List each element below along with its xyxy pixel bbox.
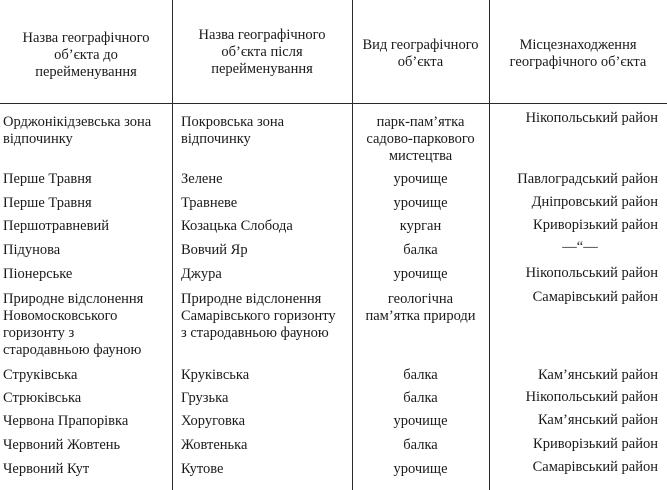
header-col-old-name-line-2: об’єкта до (54, 47, 118, 63)
row-11-object-type: урочище (393, 461, 448, 477)
header-col-location-line-2: географічного об’єкта (509, 54, 647, 70)
row-3-new-name: Козацька Слобода (181, 218, 293, 234)
row-0-object-type-line-1: парк-пам’ятка (376, 114, 465, 130)
row-1-location: Павлоградський район (517, 171, 658, 187)
column-divider-3 (489, 0, 490, 490)
row-6-object-type-line-2: пам’ятка природи (365, 308, 476, 324)
header-col-new-name-line-2: об’єкта після (221, 44, 303, 60)
row-2-location: Дніпровський район (531, 194, 658, 210)
row-3-old-name: Першотравневий (3, 218, 109, 234)
row-8-old-name: Стрюківська (3, 390, 82, 406)
header-col-location-line-1: Місцезнаходження (519, 37, 637, 53)
row-4-object-type: балка (403, 242, 438, 258)
row-6-new-name-line-2: Самарівського горизонту (181, 308, 336, 324)
row-8-object-type: балка (403, 390, 438, 406)
row-2-object-type: урочище (393, 195, 448, 211)
header-col-old-name-line-1: Назва географічного (22, 30, 150, 46)
row-11-location: Самарівський район (532, 459, 658, 475)
row-3-object-type: курган (399, 218, 442, 234)
row-4-old-name: Підунова (3, 242, 61, 258)
header-divider (0, 103, 667, 104)
header-col-object-type-line-2: об’єкта (397, 54, 444, 70)
header-col-old-name (0, 30, 172, 81)
row-0-old-name (3, 114, 151, 148)
row-5-object-type: урочище (393, 266, 448, 282)
row-4-location-ditto-mark: —“— (562, 239, 598, 255)
row-6-location: Самарівський район (532, 289, 658, 305)
row-6-object-type (352, 291, 489, 325)
row-10-old-name: Червоний Жовтень (3, 437, 121, 453)
row-6-object-type-line-1: геологічна (387, 291, 454, 307)
row-2-old-name: Перше Травня (3, 195, 92, 211)
row-9-location: Кам’янський район (537, 412, 658, 428)
row-1-object-type: урочище (393, 171, 448, 187)
row-10-new-name: Жовтенька (181, 437, 248, 453)
row-0-object-type (352, 114, 489, 165)
row-8-location: Нікопольський район (525, 389, 658, 405)
row-5-new-name: Джура (181, 266, 222, 282)
row-6-old-name-line-3: горизонту з (3, 325, 75, 341)
header-col-location (489, 37, 667, 71)
row-1-old-name: Перше Травня (3, 171, 92, 187)
row-0-object-type-line-3: мистецтва (388, 148, 453, 164)
row-6-old-name (3, 291, 143, 359)
row-7-old-name: Струківська (3, 367, 78, 383)
row-9-object-type: урочище (393, 413, 448, 429)
row-6-old-name-line-2: Новомосковського (3, 308, 118, 324)
row-0-new-name-line-2: відпочинку (181, 131, 251, 147)
row-11-old-name: Червоний Кут (3, 461, 90, 477)
header-col-new-name-line-3: перейменування (211, 61, 313, 77)
row-7-new-name: Круківська (181, 367, 250, 383)
row-0-old-name-line-2: відпочинку (3, 131, 73, 147)
row-5-location: Нікопольський район (525, 265, 658, 281)
row-6-old-name-line-1: Природне відслонення (3, 291, 144, 307)
row-0-old-name-line-1: Орджонікідзевська зона (3, 114, 152, 130)
row-9-old-name: Червона Прапорівка (3, 413, 129, 429)
row-2-new-name: Травневе (181, 195, 238, 211)
row-5-old-name: Піонерське (3, 266, 73, 282)
row-10-object-type: балка (403, 437, 438, 453)
row-6-old-name-line-4: стародавньою фауною (3, 342, 142, 358)
row-0-location: Нікопольський район (525, 110, 658, 126)
row-7-location: Кам’янський район (537, 367, 658, 383)
row-4-new-name: Вовчий Яр (181, 242, 248, 258)
header-col-object-type (352, 37, 489, 71)
row-1-new-name: Зелене (181, 171, 223, 187)
row-6-new-name (181, 291, 336, 342)
row-6-new-name-line-3: з стародавньою фауною (181, 325, 329, 341)
row-9-new-name: Хоруговка (181, 413, 246, 429)
row-10-location: Криворізький район (533, 436, 658, 452)
header-col-new-name-line-1: Назва географічного (198, 27, 326, 43)
header-col-new-name (172, 27, 352, 78)
row-7-object-type: балка (403, 367, 438, 383)
row-8-new-name: Грузька (181, 390, 229, 406)
row-3-location: Криворізький район (533, 217, 658, 233)
header-col-object-type-line-1: Вид географічного (362, 37, 479, 53)
row-0-new-name (181, 114, 284, 148)
row-0-object-type-line-2: садово-паркового (366, 131, 475, 147)
row-11-new-name: Кутове (181, 461, 224, 477)
row-6-new-name-line-1: Природне відслонення (181, 291, 322, 307)
header-col-old-name-line-3: перейменування (35, 64, 137, 80)
row-0-new-name-line-1: Покровська зона (181, 114, 285, 130)
